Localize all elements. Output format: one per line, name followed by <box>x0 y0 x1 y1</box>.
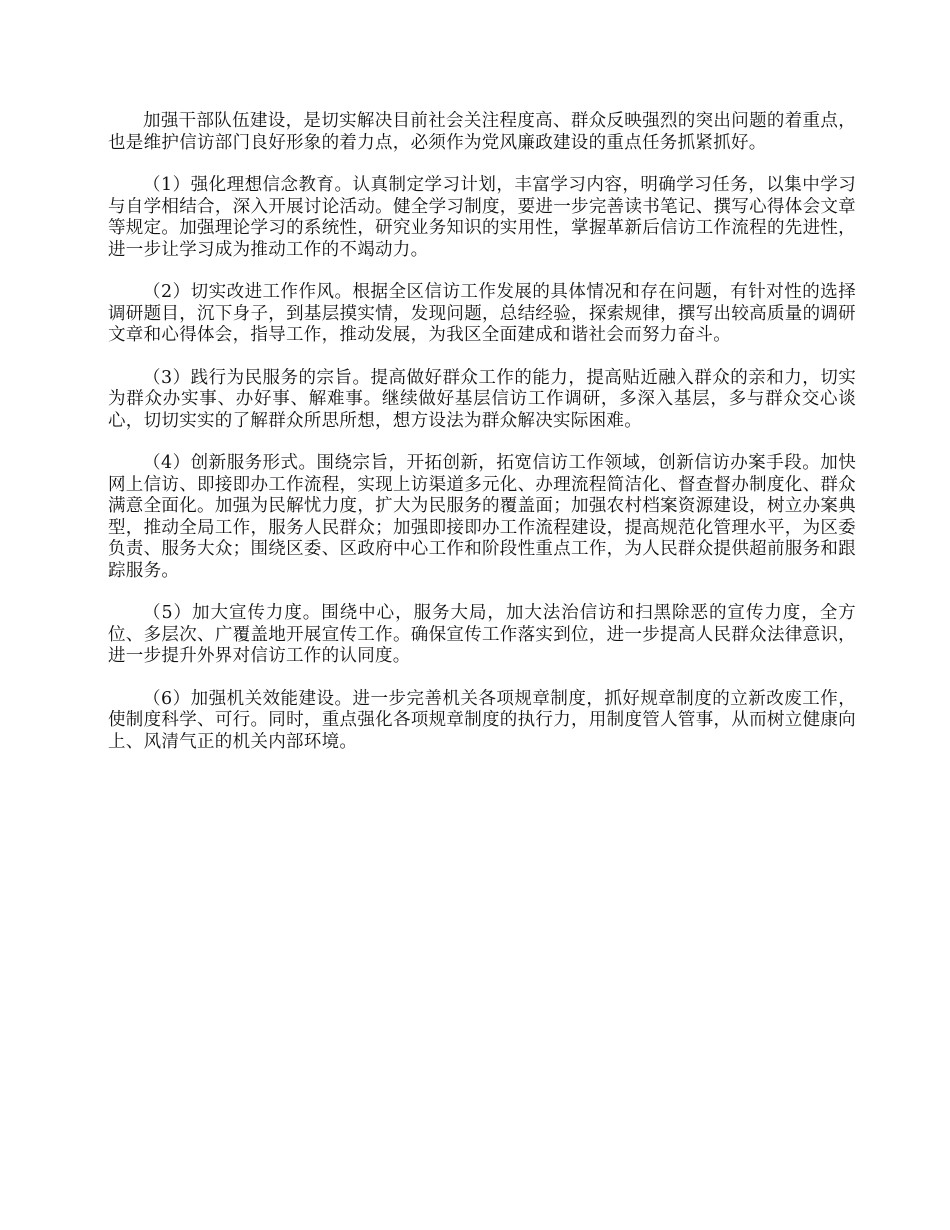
item-2-paragraph: （2）切实改进工作作风。根据全区信访工作发展的具体情况和存在问题，有针对性的选择调研题目，沉下身子，到基层摸实情，发现问题，总结经验，探索规律，撰写出较高质量的调研文章和心得体会，指导工作，推动发展，为我区全面建成和谐社会而努力奋斗。 <box>108 282 856 345</box>
item-6-paragraph: （6）加强机关效能建设。进一步完善机关各项规章制度，抓好规章制度的立新改废工作，使制度科学、可行。同时，重点强化各项规章制度的执行力，用制度管人管事，从而树立健康向上、风清气正的机关内部环境。 <box>108 688 856 752</box>
item-1-paragraph: （1）强化理想信念教育。认真制定学习计划，丰富学习内容，明确学习任务，以集中学习与自学相结合，深入开展讨论活动。健全学习制度，要进一步完善读书笔记、撰写心得体会文章等规定。加强理论学习的系统性，研究业务知识的实用性，掌握革新后信访工作流程的先进性，进一步让学习成为推动工作的不竭动力。 <box>108 175 856 260</box>
item-4-paragraph: （4）创新服务形式。围绕宗旨，开拓创新，拓宽信访工作领域，创新信访办案手段。加快网上信访、即接即办工作流程，实现上访渠道多元化、办理流程简洁化、督查督办制度化、群众满意全面化。加强为民解忧力度，扩大为民服务的覆盖面；加强农村档案资源建设，树立办案典型，推动全局工作，服务人民群众；加强即接即办工作流程建设，提高规范化管理水平，为区委负责、服务大众；围绕区委、区政府中心工作和阶段性重点工作，为人民群众提供超前服务和跟踪服务。 <box>108 453 856 581</box>
item-3-paragraph: （3）践行为民服务的宗旨。提高做好群众工作的能力，提高贴近融入群众的亲和力，切实为群众办实事、办好事、解难事。继续做好基层信访工作调研，多深入基层，多与群众交心谈心，切切实实的了解群众所思所想，想方设法为群众解决实际困难。 <box>108 367 856 431</box>
item-5-paragraph: （5）加大宣传力度。围绕中心，服务大局，加大法治信访和扫黑除恶的宣传力度，全方位、多层次、广覆盖地开展宣传工作。确保宣传工作落实到位，进一步提高人民群众法律意识，进一步提升外界对信访工作的认同度。 <box>108 603 856 666</box>
document-body <box>108 111 856 774</box>
intro-paragraph: 加强干部队伍建设，是切实解决目前社会关注程度高、群众反映强烈的突出问题的着重点，也是维护信访部门良好形象的着力点，必须作为党风廉政建设的重点任务抓紧抓好。 <box>108 111 856 153</box>
